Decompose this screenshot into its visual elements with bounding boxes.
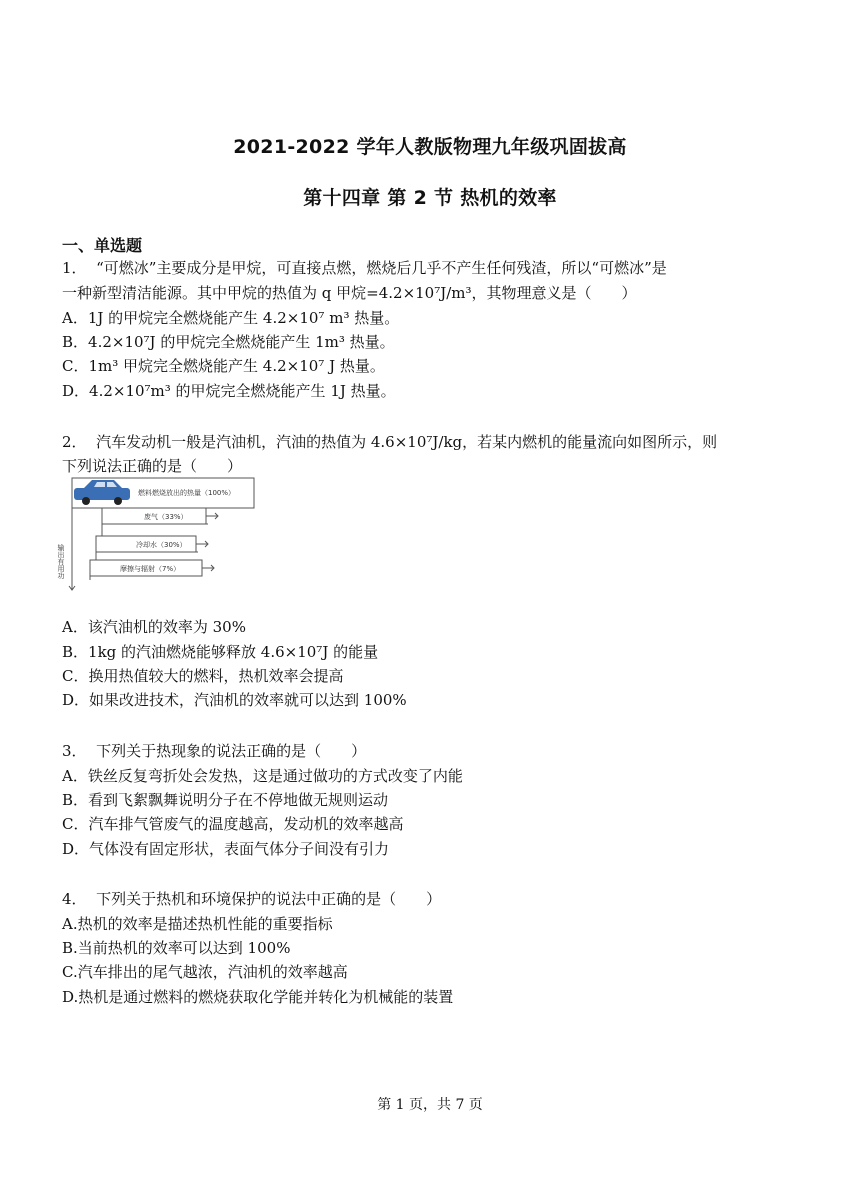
question-2-option-c: C．换用热值较大的燃料，热机效率会提高 bbox=[62, 667, 344, 685]
question-4-option-b: B.当前热机的效率可以达到 100% bbox=[62, 939, 291, 957]
question-2-option-d: D．如果改进技术，汽油机的效率就可以达到 100% bbox=[62, 691, 407, 709]
arrow-icon bbox=[196, 541, 208, 547]
question-2-stem-line-2: 下列说法正确的是（ ） bbox=[62, 457, 243, 475]
car-icon bbox=[74, 480, 130, 505]
page-number: 第 1 页，共 7 页 bbox=[377, 1097, 483, 1113]
question-1-stem-line-1: 1． “可燃冰”主要成分是甲烷，可直接点燃，燃烧后几乎不产生任何残渣，所以“可燃冰”是 bbox=[62, 259, 667, 277]
question-3-option-d: D．气体没有固定形状，表面气体分子间没有引力 bbox=[62, 840, 390, 858]
chapter-subtitle: 第十四章 第 2 节 热机的效率 bbox=[303, 187, 557, 209]
question-4-option-a: A.热机的效率是描述热机性能的重要指标 bbox=[62, 915, 333, 933]
arrow-icon bbox=[202, 565, 214, 571]
question-1-option-d: D．4.2×10⁷m³ 的甲烷完全燃烧能产生 1J 热量。 bbox=[62, 382, 396, 400]
question-3-number: 3． bbox=[62, 742, 87, 760]
flow-friction-label: 摩擦与辐射（7%） bbox=[120, 565, 181, 573]
question-3-stem: 3． 下列关于热现象的说法正确的是（ ） bbox=[62, 742, 367, 760]
question-3-option-c: C．汽车排气管废气的温度越高，发动机的效率越高 bbox=[62, 815, 404, 833]
section-heading: 一、单选题 bbox=[62, 236, 143, 255]
energy-flow-diagram bbox=[58, 474, 268, 594]
question-4-option-c: C.汽车排出的尾气越浓，汽油机的效率越高 bbox=[62, 963, 348, 981]
document-title: 2021-2022 学年人教版物理九年级巩固拔高 bbox=[233, 136, 627, 158]
question-2-stem-line-1: 2． 汽车发动机一般是汽油机，汽油的热值为 4.6×10⁷J/kg，若某内燃机的能量流向如图所示，则 bbox=[62, 433, 718, 451]
question-2-number: 2． bbox=[62, 433, 87, 451]
arrow-icon bbox=[206, 513, 218, 519]
question-1-number: 1． bbox=[62, 259, 87, 277]
question-1-option-b: B．4.2×10⁷J 的甲烷完全燃烧能产生 1m³ 热量。 bbox=[62, 333, 395, 351]
question-2-option-a: A．该汽油机的效率为 30% bbox=[62, 618, 246, 636]
question-1-stem-line-2: 一种新型清洁能源。其中甲烷的热值为 q 甲烷=4.2×10⁷J/m³，其物理意义是（ ） bbox=[62, 284, 637, 302]
flow-total-label: 燃料燃烧放出的热量（100%） bbox=[138, 489, 236, 497]
flow-coolant-label: 冷却水（30%） bbox=[136, 541, 187, 549]
question-3-option-b: B．看到飞絮飘舞说明分子在不停地做无规则运动 bbox=[62, 791, 389, 809]
flow-useful-work-label: 输出有用功 bbox=[57, 544, 65, 579]
question-3-option-a: A．铁丝反复弯折处会发热，这是通过做功的方式改变了内能 bbox=[62, 767, 463, 785]
question-2-option-b: B．1kg 的汽油燃烧能够释放 4.6×10⁷J 的能量 bbox=[62, 643, 379, 661]
question-4-option-d: D.热机是通过燃料的燃烧获取化学能并转化为机械能的装置 bbox=[62, 988, 454, 1006]
question-4-stem: 4． 下列关于热机和环境保护的说法中正确的是（ ） bbox=[62, 890, 442, 908]
flow-exhaust-label: 废气（33%） bbox=[144, 513, 188, 521]
question-4-number: 4． bbox=[62, 890, 87, 908]
question-1-option-c: C．1m³ 甲烷完全燃烧能产生 4.2×10⁷ J 热量。 bbox=[62, 357, 385, 375]
question-1-option-a: A．1J 的甲烷完全燃烧能产生 4.2×10⁷ m³ 热量。 bbox=[62, 309, 400, 327]
